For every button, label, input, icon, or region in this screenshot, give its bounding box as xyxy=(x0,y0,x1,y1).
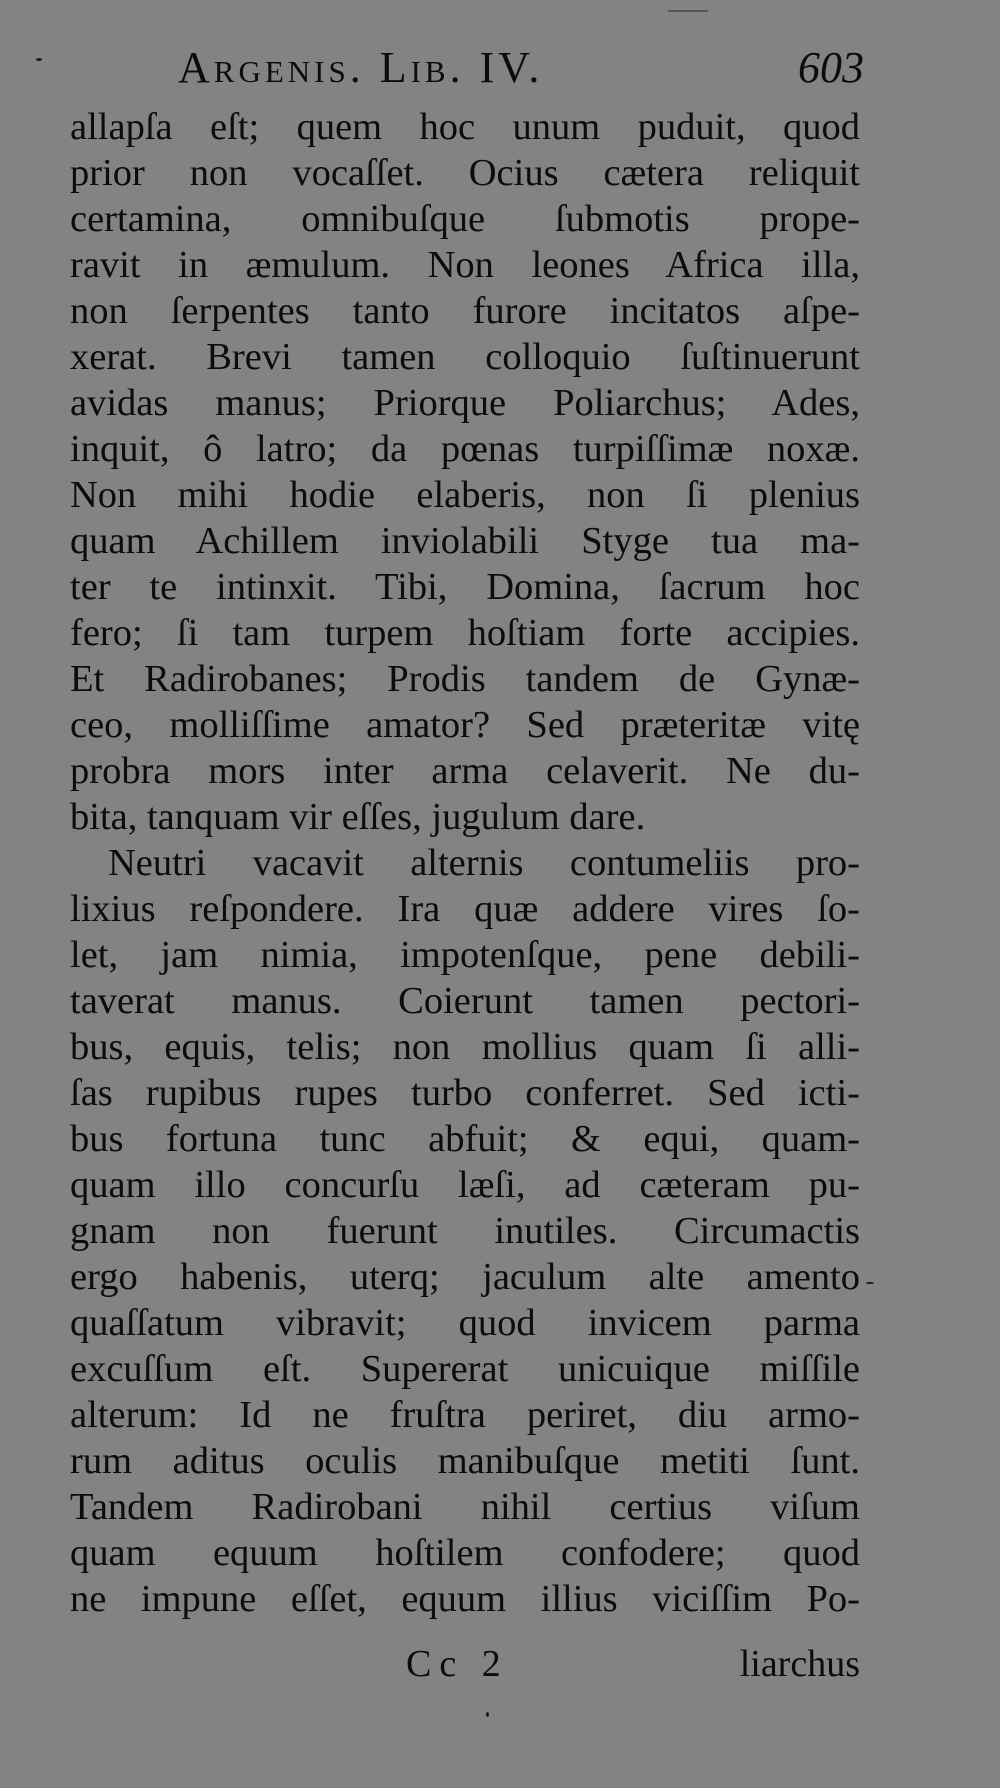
ink-speck xyxy=(36,58,42,61)
text-line: certamina, omnibuſque ſubmotis prope- xyxy=(70,198,860,240)
text-line: inquit, ô latro; da pœnas turpiſſimæ noxæ. xyxy=(70,428,860,470)
text-line: bita, tanquam vir eſſes, jugulum dare. xyxy=(70,796,646,838)
text-line: ceo, molliſſime amator? Sed præteritæ vitę xyxy=(70,704,860,746)
text-line: prior non vocaſſet. Ocius cætera reliquit xyxy=(70,152,860,194)
text-line: ergo habenis, uterq; jaculum alte amento xyxy=(70,1256,860,1298)
text-line: quam Achillem inviolabili Styge tua ma- xyxy=(70,520,860,562)
text-line: ravit in æmulum. Non leones Africa illa, xyxy=(70,244,860,286)
text-line: Non mihi hodie elaberis, non ſi plenius xyxy=(70,474,860,516)
body-text xyxy=(70,104,860,1622)
text-line: non ſerpentes tanto furore incitatos aſpe- xyxy=(70,290,860,332)
page-number: 603 xyxy=(798,43,864,92)
text-line: quam illo concurſu læſi, ad cæteram pu- xyxy=(70,1164,860,1206)
text-line: rum aditus oculis manibuſque metiti ſunt. xyxy=(70,1440,860,1482)
text-line: lixius reſpondere. Ira quæ addere vires ſo- xyxy=(70,888,860,930)
signature-mark: Cc 2 xyxy=(406,1643,509,1685)
text-line: quam equum hoſtilem confodere; quod xyxy=(70,1532,860,1574)
text-line: Tandem Radirobani nihil certius viſum xyxy=(70,1486,860,1528)
text-line: avidas manus; Priorque Poliarchus; Ades, xyxy=(70,382,860,424)
text-line: probra mors inter arma celaverit. Ne du- xyxy=(70,750,860,792)
text-line: let, jam nimia, impotenſque, pene debili- xyxy=(70,934,860,976)
ink-speck xyxy=(486,1712,489,1717)
paragraph-2 xyxy=(70,840,860,1622)
text-line: xerat. Brevi tamen colloquio ſuſtinuerunt xyxy=(70,336,860,378)
text-line: alterum: Id ne fruſtra periret, diu armo- xyxy=(70,1394,860,1436)
catchword: liarchus xyxy=(739,1643,860,1685)
running-head: Argenis. Lib. IV. xyxy=(178,43,544,92)
text-line: Neutri vacavit alternis contumeliis pro- xyxy=(108,842,860,884)
text-line: excuſſum eſt. Supererat unicuique miſſile xyxy=(70,1348,860,1390)
text-line: Et Radirobanes; Prodis tandem de Gynæ- xyxy=(70,658,860,700)
text-line: bus, equis, telis; non mollius quam ſi alli- xyxy=(70,1026,860,1068)
paragraph-1 xyxy=(70,104,860,840)
text-line: ter te intinxit. Tibi, Domina, ſacrum hoc xyxy=(70,566,860,608)
page-header xyxy=(70,42,870,102)
text-line: quaſſatum vibravit; quod invicem parma xyxy=(70,1302,860,1344)
ink-speck xyxy=(668,10,708,12)
text-line: fero; ſi tam turpem hoſtiam forte accipies. xyxy=(70,612,860,654)
ink-speck xyxy=(866,1282,874,1284)
text-line: bus fortuna tunc abfuit; & equi, quam- xyxy=(70,1118,860,1160)
text-line: taverat manus. Coierunt tamen pectori- xyxy=(70,980,860,1022)
text-line: ſas rupibus rupes turbo conferret. Sed icti- xyxy=(70,1072,860,1114)
page-footer xyxy=(70,1642,860,1692)
text-line: gnam non fuerunt inutiles. Circumactis xyxy=(70,1210,860,1252)
text-line: ne impune eſſet, equum illius viciſſim Po- xyxy=(70,1578,860,1620)
text-line: allapſa eſt; quem hoc unum puduit, quod xyxy=(70,106,860,148)
